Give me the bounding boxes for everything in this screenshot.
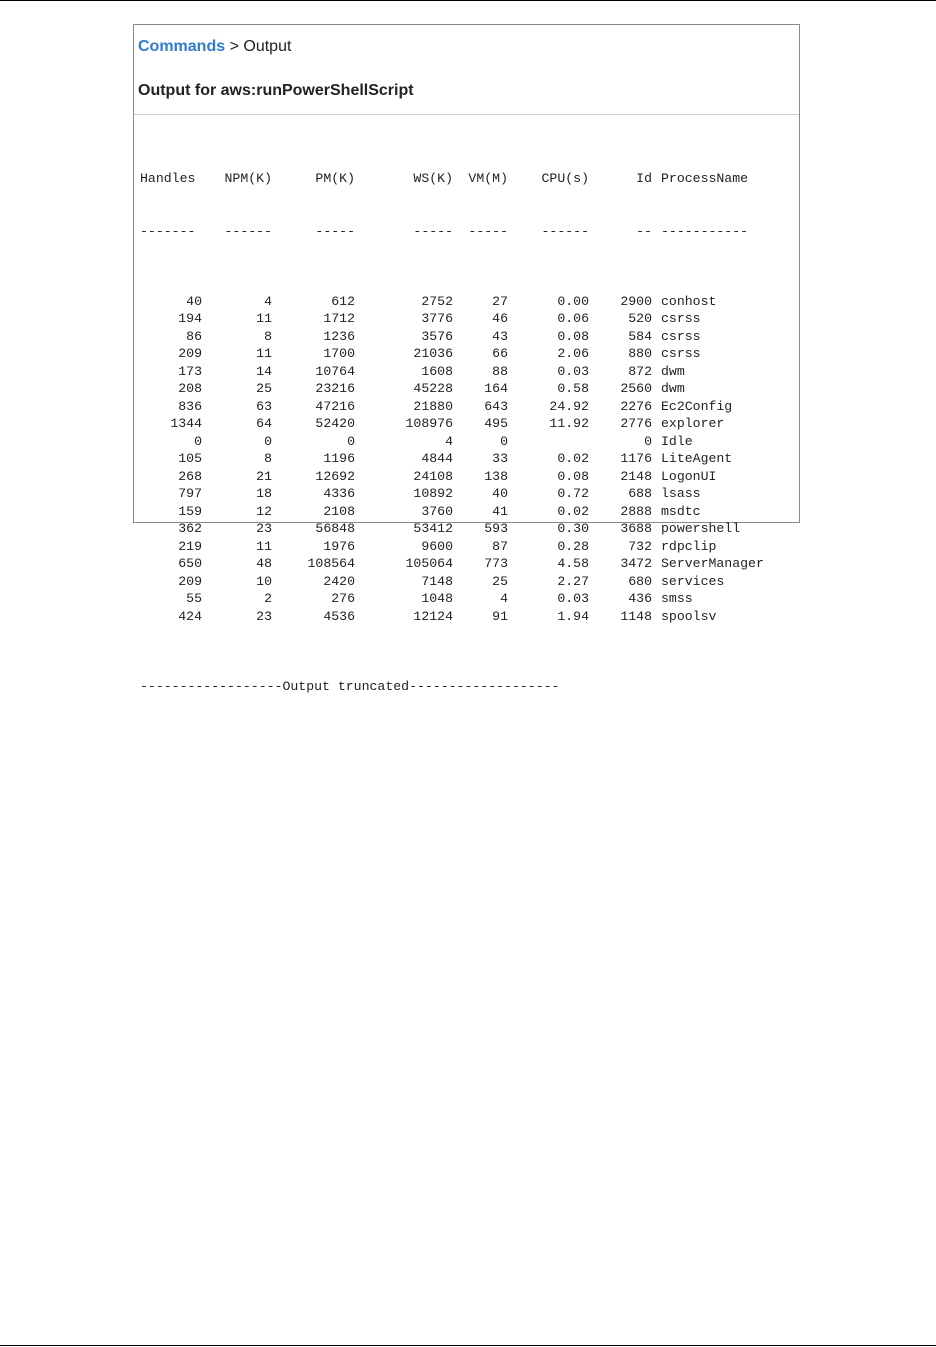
cell-ws: 10892 [413,486,453,501]
cell-cpu: 0.28 [557,538,589,554]
cell-cpu: 0.30 [557,521,589,536]
cell-name: csrss [661,328,701,344]
cell-pm: 52420 [315,416,355,431]
cell-id: 2900 [620,293,652,309]
cell-ws: 105064 [405,556,453,571]
table-row [140,398,733,416]
cell-ws: 53412 [413,521,453,536]
cell-handles: 86 [186,328,202,344]
cell-cpu: 0.03 [557,363,589,379]
cell-npm: 11 [256,538,272,554]
underline-ws: ----- [413,223,453,239]
table-row [140,468,717,486]
underline-vm: ----- [468,223,508,239]
cell-pm: 1196 [323,451,355,466]
cell-cpu: 0.08 [557,328,589,344]
cell-name: ServerManager [661,556,764,571]
cell-cpu: 24.92 [549,398,589,414]
cell-name: LogonUI [661,468,717,484]
cell-name: csrss [661,346,701,361]
cell-cpu: 1.94 [557,608,589,624]
cell-name: explorer [661,416,725,431]
table-underline-row [140,223,749,241]
output-title: Output for aws:runPowerShellScript [138,82,414,99]
cell-pm: 108564 [307,556,355,571]
cell-ws: 7148 [421,573,453,589]
cell-handles: 362 [178,521,202,536]
cell-vm: 643 [484,398,508,414]
cell-cpu: 0.02 [557,503,589,519]
cell-pm: 4336 [323,486,355,501]
cell-cpu: 2.27 [557,573,589,589]
cell-name: LiteAgent [661,451,733,466]
cell-name: csrss [661,311,701,326]
cell-vm: 164 [484,381,508,396]
cell-pm: 12692 [315,468,355,484]
cell-ws: 3776 [421,311,453,326]
cell-handles: 0 [194,433,202,449]
cell-vm: 43 [492,328,508,344]
cell-name: powershell [661,521,741,536]
cell-name: dwm [661,363,685,379]
cell-name: smss [661,591,693,606]
section-divider [134,114,799,115]
cell-vm: 91 [492,608,508,624]
cell-vm: 773 [484,556,508,571]
table-row [140,380,685,398]
cell-npm: 63 [256,398,272,414]
breadcrumb-current: Output [243,38,292,55]
cell-id: 1148 [620,608,652,624]
cell-id: 2776 [620,416,652,431]
cell-handles: 105 [178,451,202,466]
output-truncated-line: ------------------Output truncated------------------- [140,678,560,694]
cell-name: msdtc [661,503,701,519]
table-row [140,415,725,433]
cell-vm: 25 [492,573,508,589]
cell-npm: 8 [264,328,272,344]
cell-id: 584 [628,328,652,344]
cell-vm: 46 [492,311,508,326]
table-row [140,363,685,381]
cell-ws: 1608 [421,363,453,379]
table-row [140,538,717,556]
cell-vm: 495 [484,416,508,431]
cell-handles: 173 [178,363,202,379]
cell-npm: 14 [256,363,272,379]
cell-id: 1176 [620,451,652,466]
header-process-name: ProcessName [661,171,749,186]
cell-id: 520 [628,311,652,326]
cell-ws: 21880 [413,398,453,414]
breadcrumb [138,37,291,57]
cell-pm: 4536 [323,608,355,624]
cell-handles: 159 [178,503,202,519]
cell-id: 732 [628,538,652,554]
cell-cpu: 0.08 [557,468,589,484]
cell-handles: 219 [178,538,202,554]
cell-name: rdpclip [661,538,717,554]
cell-id: 872 [628,363,652,379]
cell-npm: 4 [264,293,272,309]
cell-cpu: 4.58 [557,556,589,571]
cell-handles: 40 [186,293,202,309]
cell-id: 2888 [620,503,652,519]
cell-ws: 4844 [421,451,453,466]
cell-id: 2276 [620,398,652,414]
cell-cpu: 0.02 [557,451,589,466]
cell-ws: 2752 [421,293,453,309]
cell-cpu: 0.72 [557,486,589,501]
cell-pm: 612 [331,293,355,309]
cell-pm: 56848 [315,521,355,536]
cell-cpu: 11.92 [549,416,589,431]
page-top-rule [0,0,936,1]
header-id: Id [636,171,652,186]
underline-npm: ------ [224,223,272,239]
cell-npm: 11 [256,311,272,326]
header-ws: WS(K) [413,171,453,186]
header-npm: NPM(K) [224,171,272,186]
cell-pm: 276 [331,591,355,606]
cell-name: dwm [661,381,685,396]
cell-name: conhost [661,293,717,309]
cell-name: spoolsv [661,608,717,624]
cell-ws: 3760 [421,503,453,519]
cell-id: 680 [628,573,652,589]
breadcrumb-commands-link[interactable]: Commands [138,38,226,55]
underline-handles: ------- [140,223,196,239]
cell-npm: 21 [256,468,272,484]
cell-ws: 3576 [421,328,453,344]
header-cpu: CPU(s) [541,171,589,186]
cell-npm: 23 [256,521,272,536]
table-row [140,450,733,468]
cell-id: 2560 [620,381,652,396]
table-header-row [140,170,749,188]
cell-npm: 25 [256,381,272,396]
cell-id: 2148 [620,468,652,484]
cell-handles: 1344 [170,416,202,431]
cell-handles: 55 [186,591,202,606]
cell-vm: 88 [492,363,508,379]
underline-cpu: ------ [541,223,589,239]
cell-vm: 40 [492,486,508,501]
cell-cpu: 0.06 [557,311,589,326]
cell-ws: 21036 [413,346,453,361]
cell-vm: 66 [492,346,508,361]
command-output-panel [133,24,800,694]
cell-handles: 424 [178,608,202,624]
cell-pm: 1700 [323,346,355,361]
cell-cpu: 2.06 [557,346,589,361]
cell-ws: 108976 [405,416,453,431]
cell-vm: 138 [484,468,508,484]
cell-pm: 23216 [315,381,355,396]
cell-npm: 12 [256,503,272,519]
cell-handles: 194 [178,311,202,326]
cell-pm: 0 [347,433,355,449]
table-row [140,520,741,538]
cell-handles: 268 [178,468,202,484]
cell-vm: 593 [484,521,508,536]
table-row [140,590,693,608]
cell-handles: 797 [178,486,202,501]
cell-ws: 24108 [413,468,453,484]
page-bottom-rule [0,1345,936,1346]
cell-cpu: 0.00 [557,293,589,309]
cell-vm: 41 [492,503,508,519]
cell-handles: 650 [178,556,202,571]
table-row [140,328,701,346]
cell-ws: 4 [445,433,453,449]
cell-npm: 23 [256,608,272,624]
cell-npm: 8 [264,451,272,466]
cell-pm: 47216 [315,398,355,414]
cell-id: 688 [628,486,652,501]
cell-id: 880 [628,346,652,361]
table-row [140,485,701,503]
cell-vm: 27 [492,293,508,309]
breadcrumb-separator: > [229,38,239,55]
cell-npm: 18 [256,486,272,501]
cell-vm: 33 [492,451,508,466]
cell-cpu: 0.58 [557,381,589,396]
underline-process-name: ----------- [661,223,749,239]
cell-npm: 2 [264,591,272,606]
cell-npm: 11 [256,346,272,361]
cell-vm: 87 [492,538,508,554]
cell-id: 3688 [620,521,652,536]
underline-pm: ----- [315,223,355,239]
table-row [140,310,701,328]
cell-id: 0 [644,433,652,449]
header-handles: Handles [140,171,196,186]
cell-handles: 836 [178,398,202,414]
table-row [140,608,717,626]
table-row [140,293,717,311]
cell-pm: 1712 [323,311,355,326]
underline-id: -- [636,223,652,239]
cell-handles: 209 [178,346,202,361]
table-row [140,433,693,451]
cell-pm: 1236 [323,328,355,344]
cell-pm: 10764 [315,363,355,379]
cell-vm: 0 [500,433,508,449]
cell-ws: 12124 [413,608,453,624]
cell-npm: 64 [256,416,272,431]
cell-npm: 48 [256,556,272,571]
cell-name: lsass [661,486,701,501]
cell-pm: 2420 [323,573,355,589]
cell-name: Idle [661,433,693,449]
table-row [140,555,764,573]
table-row [140,573,725,591]
cell-vm: 4 [500,591,508,606]
cell-handles: 209 [178,573,202,589]
table-row [140,503,701,521]
cell-ws: 45228 [413,381,453,396]
cell-pm: 1976 [323,538,355,554]
cell-npm: 0 [264,433,272,449]
cell-name: Ec2Config [661,398,733,414]
cell-cpu: 0.03 [557,591,589,606]
cell-id: 436 [628,591,652,606]
cell-id: 3472 [620,556,652,571]
cell-name: services [661,573,725,589]
table-row [140,345,701,363]
cell-pm: 2108 [323,503,355,519]
header-vm: VM(M) [468,171,508,186]
console-output [140,135,764,730]
cell-npm: 10 [256,573,272,589]
header-pm: PM(K) [315,171,355,186]
table-body [140,293,764,626]
cell-ws: 1048 [421,591,453,606]
cell-ws: 9600 [421,538,453,554]
cell-handles: 208 [178,381,202,396]
